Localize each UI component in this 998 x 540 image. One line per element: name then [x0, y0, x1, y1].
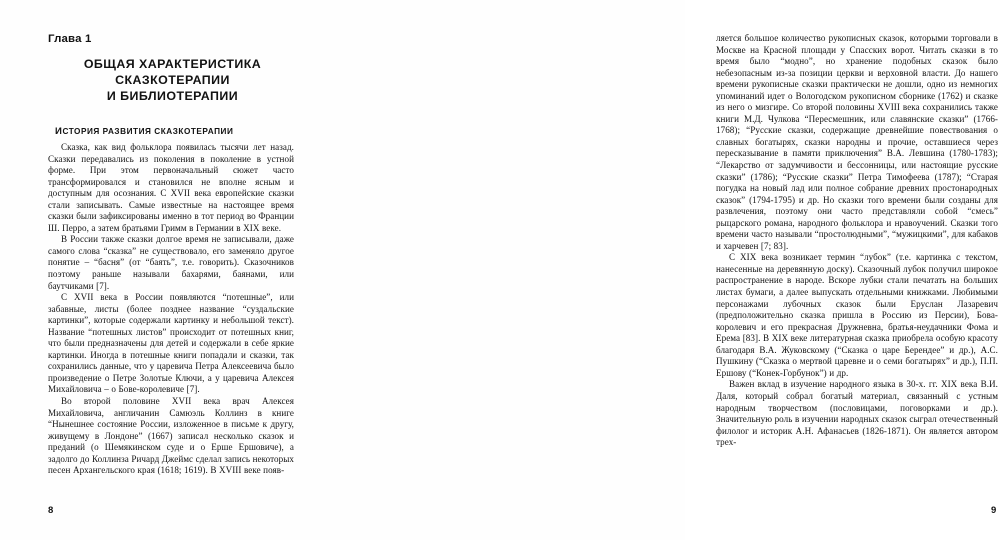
left-column-body: [48, 142, 294, 477]
section-heading-rest: СТОРИЯ РАЗВИТИЯ СКАЗКОТЕРАПИИ: [62, 127, 234, 136]
chapter-title-line-1: ОБЩАЯ ХАРАКТЕРИСТИКА СКАЗКОТЕРАПИИ: [83, 57, 262, 87]
paragraph: Во второй половине XVII века врач Алексея Михайловича, англичанин Самюэль Коллинз в книге “Нынешнее состояние России, изложенное в письме к другу, живущему в Лондоне” (1667) записал несколько сказок и преданий (о Шемякинском суде и о Ерше Ершовиче), а задолго до Коллинза Ричард Джеймс сделал запись некоторых песен Архангельского края (1618; 1619). В XVIII веке появ-: [48, 396, 294, 476]
right-column-body: [716, 33, 998, 449]
page-number-right: 9: [991, 505, 997, 516]
page-number-left: 8: [48, 505, 54, 516]
paragraph: ляется большое количество рукописных сказок, которыми торговали в Москве на Красной площади у Спасских ворот. Читать сказки в то время было “модно”, но хранение подобных сказок было небезопасным из-за позиции церкви и верховной власти. До нашего времени рукописные сказки практически не дошли, одно из немногих упоминаний идет о Вологодском рукописном сборнике (1762) и сказке из него о мизгире. Со второй половины XVIII века сохранились также книги М.Д. Чулкова “Пересмешник, или славянские сказки” (1766-1768); “Русские сказки, содержащие древнейшие повествования о славных богатырях, сказки народны и прочие, оставшиеся через пересказывание в памяти приключения” В.А. Левшина (1780-1783); “Лекарство от задумчивости и бессонницы, или настоящие русские сказки” (1786); “Русские сказки” Петра Тимофеева (1787); “Старая погудка на новый лад или полное собрание древних простонародных сказок” (1794-1795) и др. Но сказки того времени были созданы для развлечения, поэтому они часто представляли собой “смесь” рыцарского романа, народного фольклора и нравоучений. Сказки того времени часто называли “простолюдными”, “мужицкими”, для кабаков и харчевен [7; 83].: [716, 33, 998, 251]
paragraph: В России также сказки долгое время не записывали, даже самого слова “сказка” не существовало, его заменяло другое понятие – “басня” (от “баять”, т.е. говорить). Сказочников поэтому раньше называли бахарями, баянами, или баутчиками [7].: [48, 234, 294, 291]
section-heading-dropcap: И: [55, 126, 63, 137]
paragraph: С XVII века в России появляются “потешные”, или забавные, листы (более позднее название “суздальские картинки”, которые содержали картинку и небольшой текст). Название “потешных листов” происходит от потешных книг, что были предназначены для детей и содержали в себе яркие картинки. Иногда в потешные книги попадали и сказки, так сохранились данные, что у царевича Петра Алексеевича было произведение о Петре Золотые Ключи, а у царевича Алексея Михайловича – о Бове-королевиче [7].: [48, 292, 294, 395]
paragraph: С XIX века возникает термин “лубок” (т.е. картинка с текстом, нанесенные на деревянную доску). Сказочный лубок получил широкое распространение в народе. Вскоре лубки стали печатать на больших листах бумаги, а далее выпускать отдельными книжками. Любимыми персонажами лубочных сказок были Еруслан Лазаревич (предположительно сказка пришла в Россию из Персии), Бова-королевич и его прекрасная Дружневна, братья-неудачники Фома и Ерема [83]. В XIX веке литературная сказка приобрела особую красоту благодаря В.А. Жуковскому (“Сказка о царе Берендее” и др.), А.С. Пушкину (“Сказка о мертвой царевне и о семи богатырях” и др.), П.П. Ершову (“Конек-Горбунок”) и др.: [716, 252, 998, 378]
paragraph: Важен вклад в изучение народного языка в 30-х. гг. XIX века В.И. Даля, который собрал богатый материал, связанный с устным народным творчеством (пословицами, поговорками и др.). Значительную роль в изучении народных сказок сыграл отечественный филолог и историк А.Н. Афанасьев (1826-1871). Он является автором трех-: [716, 379, 998, 448]
section-heading: [55, 126, 300, 137]
paragraph: Сказка, как вид фольклора появилась тысячи лет назад. Сказки передавались из поколения в поколение в устной форме. При этом первоначальный сюжет часто трансформировался и становился не вполне ясным и доступным для осознания. С XVII века европейские сказки стали записывать. Самые известные на настоящее время сказки были зафиксированы именно в тот период во Франции Ш. Перро, а затем братьями Гримм в Германии в XIX веке.: [48, 142, 294, 233]
left-page: [0, 0, 343, 540]
right-page: [343, 0, 998, 540]
chapter-title: [30, 56, 315, 104]
chapter-number: Глава 1: [48, 33, 92, 45]
chapter-title-line-2: И БИБЛИОТЕРАПИИ: [106, 89, 239, 103]
